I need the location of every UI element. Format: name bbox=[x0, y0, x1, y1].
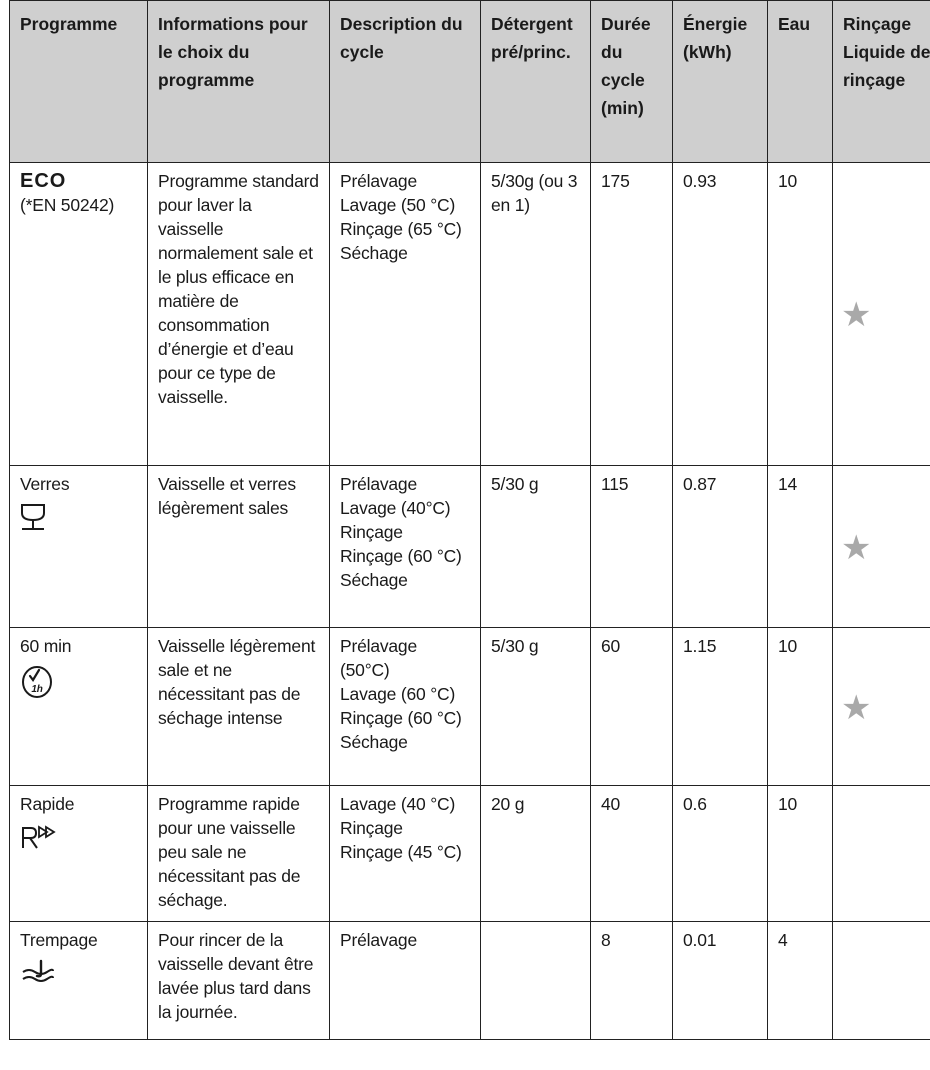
detergent-cell: 5/30 g bbox=[481, 466, 591, 628]
info-cell: Programme standard pour laver la vaisselle normalement sale et le plus efficace en matière de consommation d’énergie et d’eau pour ce type de vaisselle. bbox=[148, 163, 330, 466]
programme-norm: (*EN 50242) bbox=[20, 195, 115, 215]
programme-cell bbox=[10, 466, 148, 628]
one-hour-icon bbox=[20, 664, 139, 706]
programme-name: Trempage bbox=[20, 930, 98, 950]
star-icon: ★ bbox=[841, 527, 872, 568]
detergent-cell: 5/30g (ou 3 en 1) bbox=[481, 163, 591, 466]
duration-cell: 175 bbox=[591, 163, 673, 466]
info-cell: Pour rincer de la vaisselle devant être lavée plus tard dans la journée. bbox=[148, 922, 330, 1040]
header-description: Description du cycle bbox=[330, 1, 481, 163]
rinse-cell bbox=[833, 628, 930, 786]
programme-cell bbox=[10, 163, 148, 466]
star-icon: ★ bbox=[841, 687, 872, 728]
description-cell: Prélavage Lavage (40°C) Rinçage Rinçage (60 °C) Séchage bbox=[330, 466, 481, 628]
water-cell: 4 bbox=[768, 922, 833, 1040]
duration-cell: 8 bbox=[591, 922, 673, 1040]
info-cell: Vaisselle et verres légèrement sales bbox=[148, 466, 330, 628]
water-cell: 14 bbox=[768, 466, 833, 628]
header-info: Informations pour le choix du programme bbox=[148, 1, 330, 163]
detergent-cell: 20 g bbox=[481, 786, 591, 922]
header-energy: Énergie (kWh) bbox=[673, 1, 768, 163]
programme-cell bbox=[10, 786, 148, 922]
svg-text:1h: 1h bbox=[31, 684, 43, 695]
water-cell: 10 bbox=[768, 163, 833, 466]
table-row bbox=[10, 786, 930, 922]
info-cell: Vaisselle légèrement sale et ne nécessitant pas de séchage intense bbox=[148, 628, 330, 786]
programme-table bbox=[9, 0, 930, 1040]
header-programme: Programme bbox=[10, 1, 148, 163]
table-row bbox=[10, 628, 930, 786]
soak-icon bbox=[20, 958, 139, 994]
programme-name: Rapide bbox=[20, 794, 75, 814]
duration-cell: 40 bbox=[591, 786, 673, 922]
description-cell: Prélavage bbox=[330, 922, 481, 1040]
table-row bbox=[10, 163, 930, 466]
rinse-cell bbox=[833, 466, 930, 628]
header-detergent: Détergent pré/princ. bbox=[481, 1, 591, 163]
table-row bbox=[10, 922, 930, 1040]
header-water: Eau bbox=[768, 1, 833, 163]
energy-cell: 1.15 bbox=[673, 628, 768, 786]
star-icon: ★ bbox=[841, 295, 872, 335]
detergent-cell: 5/30 g bbox=[481, 628, 591, 786]
glass-icon bbox=[20, 502, 139, 538]
header-row bbox=[10, 1, 930, 163]
info-cell: Programme rapide pour une vaisselle peu sale ne nécessitant pas de séchage. bbox=[148, 786, 330, 922]
header-rinse: Rinçage Liquide de rinçage bbox=[833, 1, 930, 163]
programme-name: ECO bbox=[20, 170, 67, 192]
rapid-icon bbox=[20, 822, 139, 858]
rinse-cell bbox=[833, 786, 930, 922]
energy-cell: 0.87 bbox=[673, 466, 768, 628]
water-cell: 10 bbox=[768, 786, 833, 922]
energy-cell: 0.93 bbox=[673, 163, 768, 466]
description-cell: Prélavage Lavage (50 °C) Rinçage (65 °C) Séchage bbox=[330, 163, 481, 466]
duration-cell: 60 bbox=[591, 628, 673, 786]
detergent-cell bbox=[481, 922, 591, 1040]
programme-cell bbox=[10, 922, 148, 1040]
description-cell: Lavage (40 °C) Rinçage Rinçage (45 °C) bbox=[330, 786, 481, 922]
duration-cell: 115 bbox=[591, 466, 673, 628]
water-cell: 10 bbox=[768, 628, 833, 786]
energy-cell: 0.01 bbox=[673, 922, 768, 1040]
energy-cell: 0.6 bbox=[673, 786, 768, 922]
programme-cell bbox=[10, 628, 148, 786]
description-cell: Prélavage (50°C) Lavage (60 °C) Rinçage (60 °C) Séchage bbox=[330, 628, 481, 786]
programme-name: 60 min bbox=[20, 636, 72, 656]
header-duration: Durée du cycle (min) bbox=[591, 1, 673, 163]
programme-name: Verres bbox=[20, 474, 70, 494]
table-row bbox=[10, 466, 930, 628]
rinse-cell bbox=[833, 163, 930, 466]
rinse-cell bbox=[833, 922, 930, 1040]
